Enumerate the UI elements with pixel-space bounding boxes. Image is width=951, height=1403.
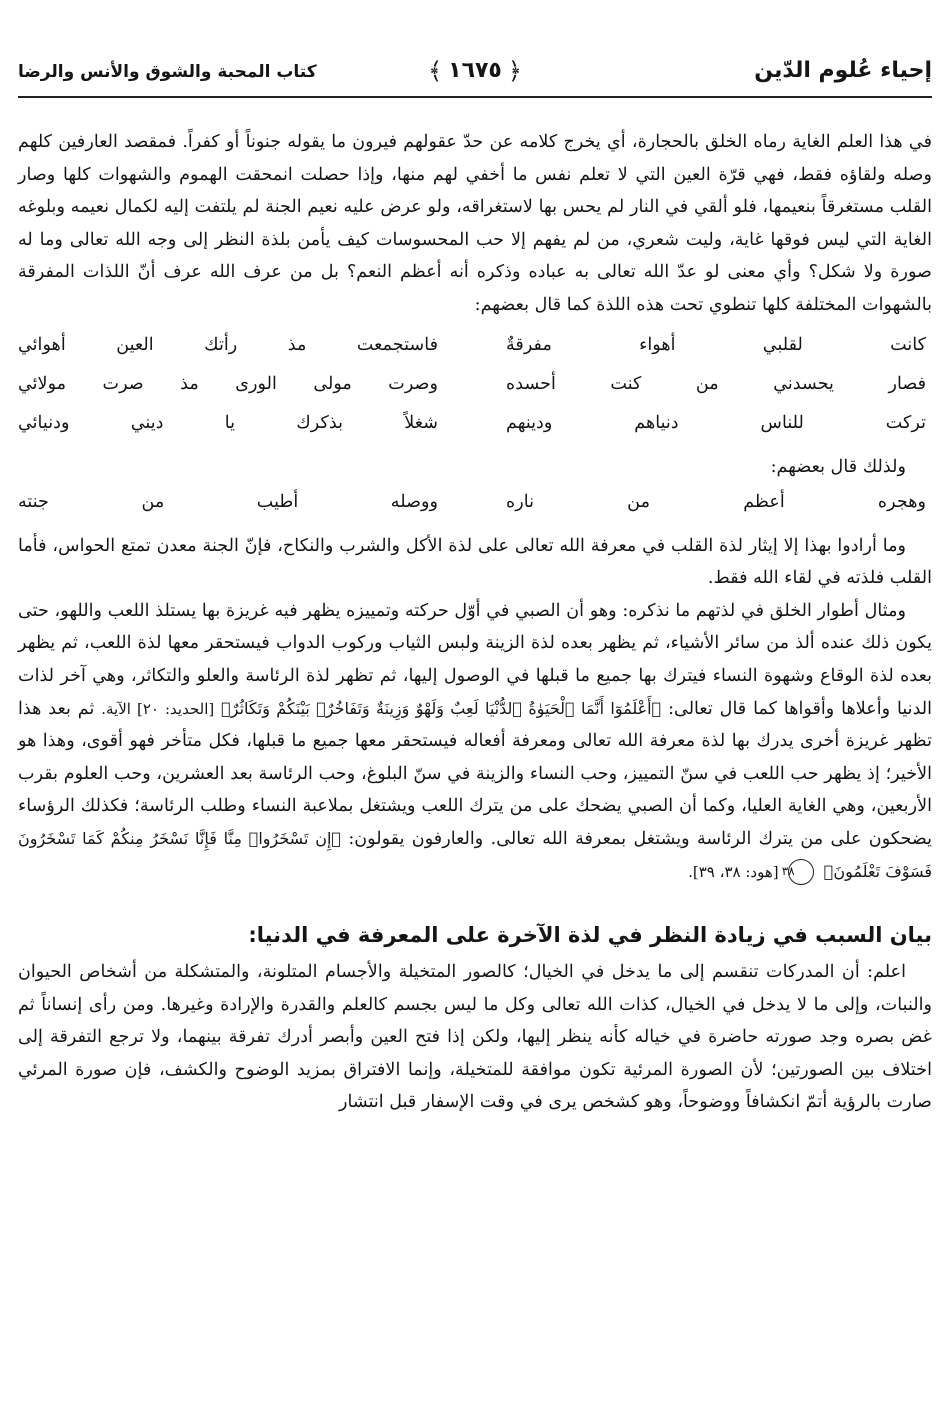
verse-block-2 xyxy=(18,483,932,522)
verse-second-hemistich: شغلاً بذكرك يا ديني ودنيائي xyxy=(18,412,438,433)
verse-block-1 xyxy=(18,326,932,443)
verse-row xyxy=(18,404,932,443)
ornament-close-icon: ﴾ xyxy=(428,56,443,85)
verse-row xyxy=(18,365,932,404)
page-number: ١٦٧٥ xyxy=(448,58,502,83)
paragraph-3-text-a: ومثال أطوار الخلق في لذتهم ما نذكره: وهو أن الصبي في أوّل حركته وتمييزه يظهر فيه غريزة بها يستلذ اللعب واللهو، حتى يكون ذلك عنده ألذ من سائر الأشياء، ثم يظهر بعده لذة الزينة ولبس الثياب وركوب الدواب فيستحقر معها لذة اللعب، ثم يظهر بعده لذة الوقاع وشهوة النساء فيترك بها جميع ما قبلها في الوصول إليها، ثم تظهر لذة الرئاسة والعلو والتكاثر، وهي آخر لذات الدنيا وأعلاها وأقواها كما قال تعالى: xyxy=(18,600,933,719)
verse-second-hemistich: فاستجمعت مذ رأتك العين أهوائي xyxy=(18,334,438,355)
verse-first-hemistich: كانت لقلبي أهواء مفرقةٌ xyxy=(506,334,926,355)
book-page xyxy=(18,52,932,1119)
paragraph-2: وما أرادوا بهذا إلا إيثار لذة القلب في معرفة الله تعالى على لذة الأكل والشرب والنكاح، فإنّ الجنة معدن تمتع الحواس، فأما القلب فلذته في لقاء الله فقط. xyxy=(18,535,932,589)
quran-verse-2: ﴿إِن تَسْخَرُوا۟ مِنَّا فَإِنَّا نَسْخَرُ مِنكُمْ كَمَا تَسْخَرُونَ فَسَوْفَ تَعْلَمُونَ﴾ xyxy=(18,828,932,881)
verse-first-hemistich: وهجره أعظم من ناره xyxy=(506,491,926,512)
verse-second-hemistich: وصرت مولى الورى مذ صرت مولائي xyxy=(18,373,438,394)
quran-verse-1: ﴿أَعْلَمُوٓا أَنَّمَا ٱلْحَيَوٰةُ ٱلدُّنْيَا لَعِبٌ وَلَهْوٌ وَزِينَةٌ وَتَفَاخُرٌۢ بَيْنَكُمْ وَتَكَاثُرٌ﴾ xyxy=(221,698,662,718)
verse-row xyxy=(18,483,932,522)
verse-intro: ولذلك قال بعضهم: xyxy=(770,456,906,477)
page-end-marker-icon: ٣٨ xyxy=(788,859,814,885)
running-header xyxy=(18,52,932,98)
paragraph-1: في هذا العلم الغاية رماه الخلق بالحجارة، أي يخرج كلامه عن حدّ عقولهم فيرون ما يقوله جنوناً أو كفراً. فمقصد العارفين كلهم وصله ولقاؤه فقط، فهي قرّة العين التي لا تعلم نفس ما أخفي لهم منها، وإذا حصلت انمحقت الهموم والشهوات كلها وصار القلب مستغرقاً بنعيمها، فلو ألقي في النار لم يحس بها لاستغراقه، ولو عرض عليه نعيم الجنة لم يلتفت إليه لكمال نعيمه وبلوغه الغاية التي ليس فوقها غاية، وليت شعري، من لم يفهم إلا حب المحسوسات كيف يأمن بلذة النظر إلى وجه الله تعالى وما له صورة ولا شكل؟ وأي معنى لو عدّ الله تعالى به عباده وذكره أنه أعظم النعم؟ بل من عرف الله عرف أنّ اللذات المفرقة بالشهوات المختلفة كلها تنطوي تحت هذه اللذة كما قال بعضهم: xyxy=(18,132,932,315)
paragraph-3-text-b: ثم بعد هذا تظهر غريزة أخرى يدرك بها لذة معرفة الله تعالى ومعرفة أفعاله فيستحقر معها جميع ما قبلها، فكل متأخر فهو أقوى، وهذا هو الأخير؛ إذ يظهر حب اللعب في سنّ التمييز، وحب النساء والزينة في سنّ البلوغ، وحب الرئاسة بعد العشرين، وحب العلوم بقرب الأربعين، وهي الغاية العليا، وكما أن الصبي يضحك على من يترك اللعب ويشتغل بملاعبة النساء وطلب الرئاسة؛ فكذلك الرؤساء يضحكون على من يترك الرئاسة ويشتغل بمعرفة الله تعالى. والعارفون يقولون: xyxy=(18,698,933,849)
chapter-title: كتاب المحبة والشوق والأنس والرضا xyxy=(18,62,317,82)
paragraph-3 xyxy=(18,595,932,888)
paragraph-4: اعلم: أن المدركات تنقسم إلى ما يدخل في الخيال؛ كالصور المتخيلة والأجسام المتلونة، والمتشكلة من أشخاص الحيوان والنبات، وإلى ما لا يدخل في الخيال، كذات الله تعالى وكل ما ليس بجسم كالعلم والقدرة والإرادة وغيرها. ومن رأى إنساناً ثم غض بصره وجد صورته حاضرة في خياله كأنه ينظر إليها، ولكن إذا فتح العين وأبصر أدرك تفرقة بينهما، ولا ترجع التفرقة إلى اختلاف بين الصورتين؛ لأن الصورة المرئية تكون موافقة للمتخيلة، وإنما الافتراق بمزيد الوضوح والكشف، فإن صورة المرئي صارت بالرؤية أتمّ انكشافاً ووضوحاً، وهو كشخص يرى في وقت الإسفار قبل انتشار xyxy=(18,962,932,1113)
body-text xyxy=(18,126,932,1119)
quran-reference-2: [هود: ٣٨، ٣٩]. xyxy=(688,862,779,881)
verse-first-hemistich: تركت للناس دنياهم ودينهم xyxy=(506,412,926,433)
verse-second-hemistich: ووصله أطيب من جنته xyxy=(18,491,438,512)
verse-row xyxy=(18,326,932,365)
book-title: إحياء عُلوم الدّين xyxy=(754,58,932,83)
ornament-open-icon: ﴿ xyxy=(507,56,522,85)
page-number-block xyxy=(428,58,522,83)
verse-first-hemistich: فصار يحسدني من كنت أحسده xyxy=(506,373,926,394)
section-heading: بيان السبب في زيادة النظر في لذة الآخرة على المعرفة في الدنيا: xyxy=(248,923,932,948)
quran-reference-1: [الحديد: ٢٠] الآية. xyxy=(101,699,215,718)
